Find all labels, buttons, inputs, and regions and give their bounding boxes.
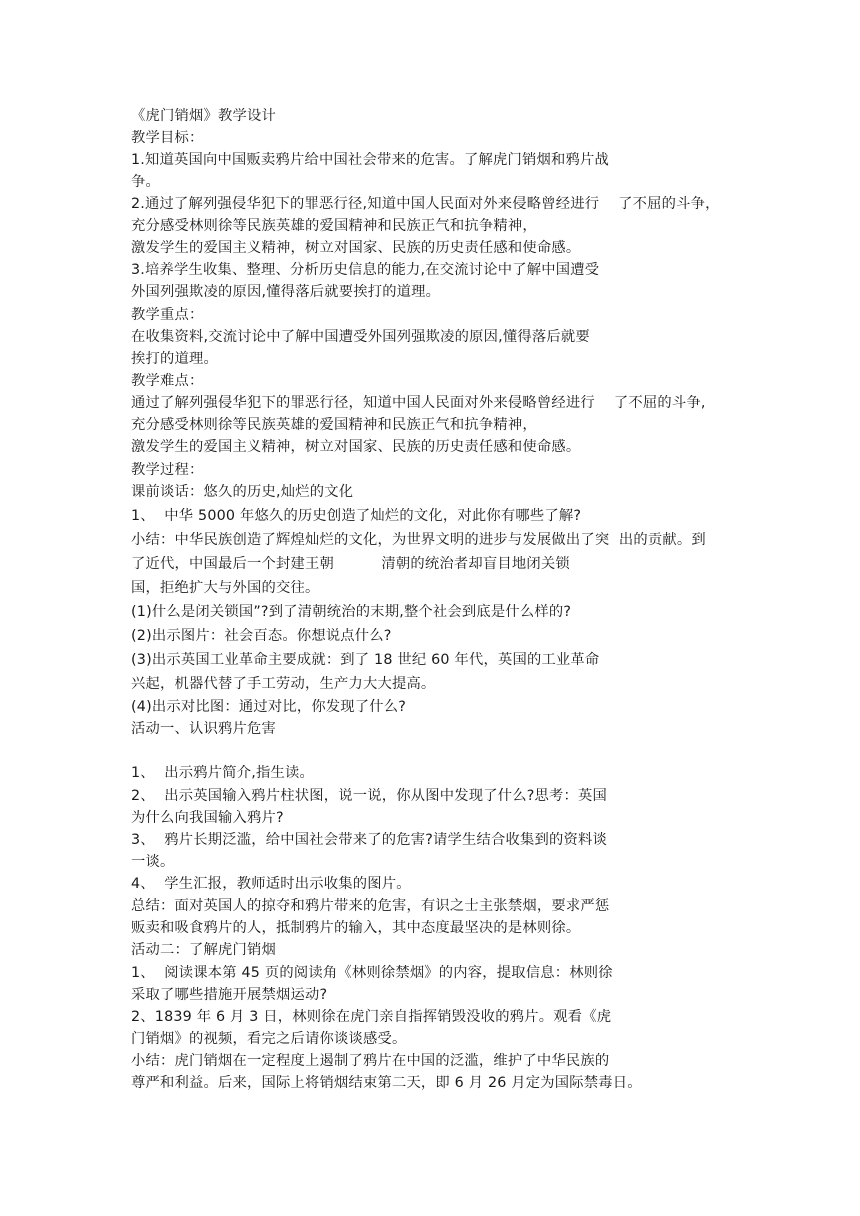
text-line: 一谈。 (131, 854, 175, 870)
text-line: 课前谈话：悠久的历史,灿烂的文化 (131, 484, 354, 500)
text-line: 小结：虎门销烟在一定程度上遏制了鸦片在中国的泛滥，维护了中华民族的 (131, 1053, 610, 1069)
text-line: 为什么向我国输入鸦片? (131, 810, 284, 826)
text-line: 总结：面对英国人的掠夺和鸦片带来的危害，有识之士主张禁烟，要求严惩 (131, 898, 610, 914)
text-line: 外国列强欺凌的原因,懂得落后就要挨打的道理。 (131, 284, 441, 300)
text-line: 充分感受林则徐等民族英雄的爱国精神和民族正气和抗争精神， (131, 417, 537, 433)
text-line: 2、1839 年 6 月 3 日，林则徐在虎门亲自指挥销毁没收的鸦片。观看《虎 (131, 1009, 612, 1025)
text-line: 挨打的道理。 (131, 351, 218, 367)
text-line: 贩卖和吸食鸦片的人，抵制鸦片的输入，其中态度最坚决的是林则徐。 (131, 920, 581, 936)
text-line: 3、 鸦片长期泛滥，给中国社会带来了的危害?请学生结合收集到的资料谈 (131, 832, 607, 848)
text-line: 2.通过了解列强侵华犯下的罪恶行径,知道中国人民面对外来侵略曾经进行 了不屈的斗争， (131, 196, 720, 212)
text-line: 在收集资料,交流讨论中了解中国遭受外国列强欺凌的原因,懂得落后就要 (131, 329, 590, 345)
text-line: 1.知道英国向中国贩卖鸦片给中国社会带来的危害。了解虎门销烟和鸦片战 (131, 152, 609, 168)
text-line: 争。 (131, 174, 160, 190)
text-line: 1、 中华 5000 年悠久的历史创造了灿烂的文化，对此你有哪些了解? (131, 508, 582, 524)
text-line: 尊严和利益。后来，国际上将销烟结束第二天，即 6 月 26 月定为国际禁毒日。 (131, 1075, 642, 1091)
section-heading: 活动二：了解虎门销烟 (131, 942, 276, 958)
text-line: 激发学生的爱国主义精神，树立对国家、民族的历史责任感和使命感。 (131, 439, 581, 455)
text-line: 2、 出示英国输入鸦片柱状图，说一说，你从图中发现了什么?思考：英国 (131, 788, 607, 804)
text-line: (1)什么是闭关锁国”?到了清朝统治的末期,整个社会到底是什么样的? (131, 604, 572, 620)
document-title: 《虎门销烟》教学设计 (131, 108, 276, 124)
text-line: (3)出示英国工业革命主要成就：到了 18 世纪 60 年代，英国的工业革命 (131, 652, 600, 668)
text-line: 1、 阅读课本第 45 页的阅读角《林则徐禁烟》的内容，提取信息：林则徐 (131, 965, 613, 981)
text-line: (2)出示图片：社会百态。你想说点什么? (131, 628, 392, 644)
section-heading: 教学过程： (131, 462, 204, 478)
section-heading: 教学难点： (131, 373, 204, 389)
section-heading: 教学重点： (131, 307, 204, 323)
text-line: 激发学生的爱国主义精神，树立对国家、民族的历史责任感和使命感。 (131, 240, 581, 256)
text-line: 小结：中华民族创造了辉煌灿烂的文化，为世界文明的进步与发展做出了突 出的贡献。到 (131, 532, 706, 548)
text-line: 采取了哪些措施开展禁烟运动? (131, 987, 328, 1003)
text-line: 国，拒绝扩大与外国的交往。 (131, 580, 320, 596)
section-heading: 活动一、认识鸦片危害 (131, 721, 276, 737)
text-line: 门销烟》的视频，看完之后请你谈谈感受。 (131, 1031, 407, 1047)
text-line: 兴起，机器代替了手工劳动，生产力大大提高。 (131, 676, 436, 692)
text-line: 充分感受林则徐等民族英雄的爱国精神和民族正气和抗争精神， (131, 218, 537, 234)
text-line: (4)出示对比图：通过对比，你发现了什么? (131, 699, 407, 715)
text-line: 1、 出示鸦片简介,指生读。 (131, 765, 314, 781)
text-line: 4、 学生汇报，教师适时出示收集的图片。 (131, 876, 411, 892)
text-line: 了近代，中国最后一个封建王朝 清朝的统治者却盲目地闭关锁 (131, 556, 570, 572)
text-line: 通过了解列强侵华犯下的罪恶行径，知道中国人民面对外来侵略曾经进行 了不屈的斗争, (131, 395, 706, 411)
section-heading: 教学目标： (131, 130, 204, 146)
text-line: 3.培养学生收集、整理、分析历史信息的能力,在交流讨论中了解中国遭受 (131, 262, 600, 278)
